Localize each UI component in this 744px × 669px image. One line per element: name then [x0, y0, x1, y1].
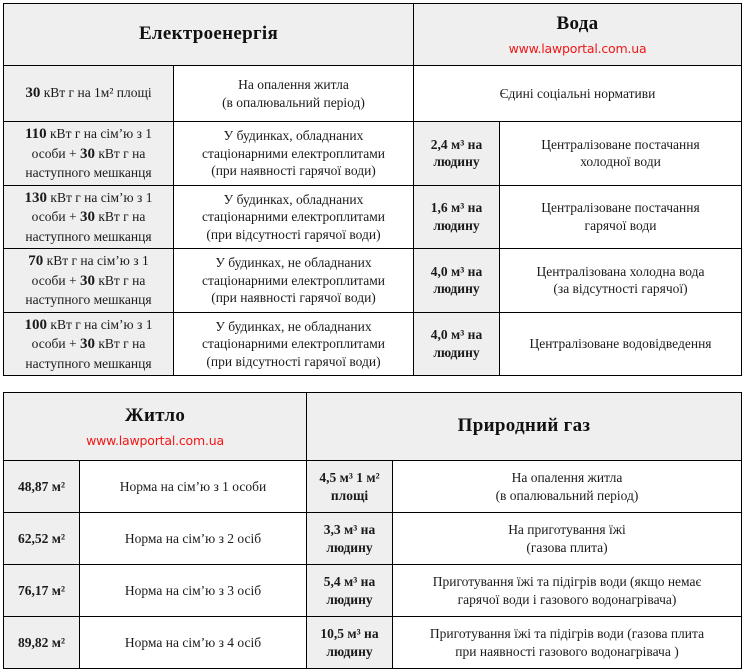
- electricity-desc-line1: У будинках, не обладнаних: [215, 255, 372, 271]
- water-desc-cell: [414, 66, 742, 122]
- electricity-desc-cell: [174, 66, 414, 122]
- electricity-norm-part2a: особи +: [31, 272, 80, 288]
- electricity-norm-number-2: 30: [79, 209, 95, 226]
- electricity-norm-part2a: особи +: [31, 145, 80, 161]
- electricity-desc-line2: (в опалювальний період): [222, 94, 365, 110]
- table-row: [4, 122, 742, 186]
- gas-norm-cell: [307, 461, 393, 513]
- water-norm-cell: [414, 312, 500, 376]
- gas-desc-line1: На приготування їжі: [508, 521, 626, 537]
- electricity-desc-line3: (при відсутності гарячої води): [206, 226, 381, 242]
- electricity-norm-part2a: особи +: [31, 336, 80, 352]
- electricity-norm-cell: [4, 185, 174, 249]
- electricity-norm-part2b: кВт г на: [94, 336, 146, 352]
- gas-desc-line2: гарячої води і газового водонагрівача): [457, 591, 677, 607]
- gas-desc-cell: [393, 513, 742, 565]
- gas-norm-line1: 10,5 м³ на: [320, 625, 379, 641]
- electricity-norm-number: 30: [25, 84, 41, 101]
- gas-norm-line2: людину: [326, 539, 373, 555]
- gas-desc-line2: (газова плита): [526, 539, 608, 555]
- water-desc-line1: Централізоване водовідведення: [529, 336, 712, 352]
- header-gas: [307, 393, 742, 461]
- electricity-desc-line2: стаціонарними електроплитами: [201, 145, 385, 161]
- gas-norm-line1: 3,3 м³ на: [323, 521, 376, 537]
- electricity-norm-number-2: 30: [79, 272, 95, 289]
- water-desc-cell: [500, 312, 742, 376]
- housing-desc-cell: [80, 617, 307, 669]
- water-norm-cell: [414, 249, 500, 313]
- gas-desc-line2: (в опалювальний період): [495, 487, 639, 503]
- water-desc-text: Єдині соціальні нормативи: [499, 85, 656, 101]
- water-desc-cell: [500, 122, 742, 186]
- header-electricity: [4, 4, 414, 66]
- electricity-desc-line2: стаціонарними електроплитами: [201, 336, 385, 352]
- electricity-norm-number-2: 30: [79, 145, 95, 162]
- electricity-desc-cell: [174, 249, 414, 313]
- table-row: [4, 617, 742, 669]
- electricity-norm-part3: наступного мешканця: [25, 292, 152, 308]
- header-housing: [4, 393, 307, 461]
- water-desc-line1: Централізована холодна вода: [536, 263, 705, 279]
- gas-norm-cell: [307, 565, 393, 617]
- electricity-norm-part1: кВт г на сімʼю з 1: [43, 253, 149, 269]
- gas-norm-line1: 4,5 м³ 1 м²: [319, 469, 380, 485]
- housing-desc-text: Норма на сім’ю з 3 осіб: [124, 582, 262, 598]
- table-row: [4, 185, 742, 249]
- table-row: [4, 513, 742, 565]
- electricity-norm-part1: кВт г на сімʼю з 1: [47, 189, 153, 205]
- gas-desc-cell: [393, 617, 742, 669]
- housing-area-value: 76,17 м²: [18, 582, 65, 598]
- housing-desc-text: Норма на сім’ю з 4 осіб: [124, 634, 262, 650]
- housing-area-value: 62,52 м²: [18, 530, 65, 546]
- table-row: [4, 565, 742, 617]
- header-electricity-title: Електроенергія: [138, 23, 279, 45]
- water-norm-line2: людину: [433, 217, 480, 233]
- housing-area-cell: [4, 461, 80, 513]
- electricity-desc-line2: стаціонарними електроплитами: [201, 272, 385, 288]
- electricity-norm-part2b: кВт г на: [94, 272, 146, 288]
- electricity-norm-part3: наступного мешканця: [25, 228, 152, 244]
- electricity-norm-rest: кВт г на 1м² площі: [40, 84, 152, 100]
- water-desc-line1: Централізоване постачання: [541, 136, 700, 152]
- electricity-norm-cell: [4, 66, 174, 122]
- gas-norm-line1: 5,4 м³ на: [323, 573, 376, 589]
- electricity-norm-cell: [4, 122, 174, 186]
- electricity-norm-cell: [4, 249, 174, 313]
- water-norm-line2: людину: [433, 281, 480, 297]
- water-desc-line2: гарячої води: [584, 217, 657, 233]
- header-housing-title: Житло: [124, 404, 186, 426]
- water-desc-line1: Централізоване постачання: [541, 200, 700, 216]
- electricity-desc-line2: стаціонарними електроплитами: [201, 209, 385, 225]
- header-water-title: Вода: [556, 12, 599, 34]
- electricity-norm-part2b: кВт г на: [94, 145, 146, 161]
- electricity-desc-line3: (при відсутності гарячої води): [206, 353, 381, 369]
- gas-norm-cell: [307, 617, 393, 669]
- housing-area-value: 89,82 м²: [18, 634, 65, 650]
- electricity-desc-cell: [174, 312, 414, 376]
- table-row: [4, 249, 742, 313]
- gas-norm-cell: [307, 513, 393, 565]
- gas-desc-line2: при наявності газового водонагрівача ): [455, 643, 679, 659]
- electricity-desc-line1: У будинках, не обладнаних: [215, 318, 372, 334]
- gas-desc-cell: [393, 565, 742, 617]
- table-row: [4, 312, 742, 376]
- water-desc-cell: [500, 185, 742, 249]
- water-norm-cell: [414, 185, 500, 249]
- gas-norm-line2: людину: [326, 591, 373, 607]
- electricity-desc-line1: У будинках, обладнаних: [223, 191, 364, 207]
- header-water: [414, 4, 742, 66]
- table-row: [4, 461, 742, 513]
- gas-desc-line1: На опалення житла: [511, 469, 623, 485]
- table-header-row: [4, 4, 742, 66]
- water-norm-cell: [414, 122, 500, 186]
- electricity-norm-number: 100: [24, 316, 48, 333]
- housing-desc-cell: [80, 513, 307, 565]
- housing-area-cell: [4, 617, 80, 669]
- electricity-desc-cell: [174, 122, 414, 186]
- electricity-norm-number: 110: [24, 126, 47, 142]
- gas-desc-line1: Приготування їжі та підігрів води (якщо немає: [432, 573, 702, 589]
- housing-area-cell: [4, 565, 80, 617]
- electricity-water-table: [3, 3, 742, 376]
- electricity-desc-line3: (при наявності гарячої води): [211, 290, 376, 306]
- electricity-norm-part1: кВт г на сімʼю з 1: [47, 316, 153, 332]
- electricity-norm-part1: кВт г на сімʼю з 1: [46, 126, 153, 141]
- housing-area-value: 48,87 м²: [18, 478, 65, 494]
- watermark-url-water: www.lawportal.com.ua: [508, 41, 647, 57]
- electricity-desc-line3: (при наявності гарячої води): [211, 163, 376, 179]
- water-norm-line1: 4,0 м³ на: [430, 327, 483, 343]
- water-norm-line1: 4,0 м³ на: [430, 263, 483, 279]
- electricity-norm-number: 130: [24, 189, 48, 206]
- housing-area-cell: [4, 513, 80, 565]
- electricity-norm-number: 70: [28, 253, 44, 270]
- electricity-norm-number-2: 30: [79, 336, 95, 353]
- water-norm-line2: людину: [433, 154, 480, 170]
- watermark-url-housing: www.lawportal.com.ua: [86, 433, 224, 449]
- water-desc-cell: [500, 249, 742, 313]
- electricity-desc-cell: [174, 185, 414, 249]
- electricity-norm-part3: наступного мешканця: [25, 355, 152, 371]
- table-row: [4, 66, 742, 122]
- electricity-desc-line1: У будинках, обладнаних: [223, 127, 364, 143]
- housing-desc-text: Норма на сім’ю з 1 особи: [119, 478, 267, 494]
- water-desc-line2: (за відсутності гарячої): [553, 281, 688, 297]
- housing-desc-cell: [80, 461, 307, 513]
- electricity-norm-cell: [4, 312, 174, 376]
- gas-desc-line1: Приготування їжі та підігрів води (газова плита: [429, 625, 705, 641]
- electricity-norm-part3: наступного мешканця: [25, 165, 152, 180]
- electricity-norm-part2a: особи +: [31, 209, 80, 225]
- electricity-desc-line1: На опалення житла: [238, 76, 349, 92]
- housing-desc-cell: [80, 565, 307, 617]
- gas-desc-cell: [393, 461, 742, 513]
- water-norm-line1: 1,6 м³ на: [430, 200, 483, 216]
- water-norm-line1: 2,4 м³ на: [430, 136, 483, 152]
- gas-norm-line2: площі: [330, 487, 369, 503]
- water-desc-line2: холодної води: [580, 154, 661, 170]
- water-norm-line2: людину: [433, 344, 480, 360]
- housing-gas-table: [3, 392, 742, 669]
- table-header-row: [4, 393, 742, 461]
- housing-desc-text: Норма на сім’ю з 2 осіб: [124, 530, 262, 546]
- electricity-norm-part2b: кВт г на: [94, 209, 146, 225]
- gas-norm-line2: людину: [326, 643, 373, 659]
- header-gas-title: Природний газ: [457, 415, 591, 437]
